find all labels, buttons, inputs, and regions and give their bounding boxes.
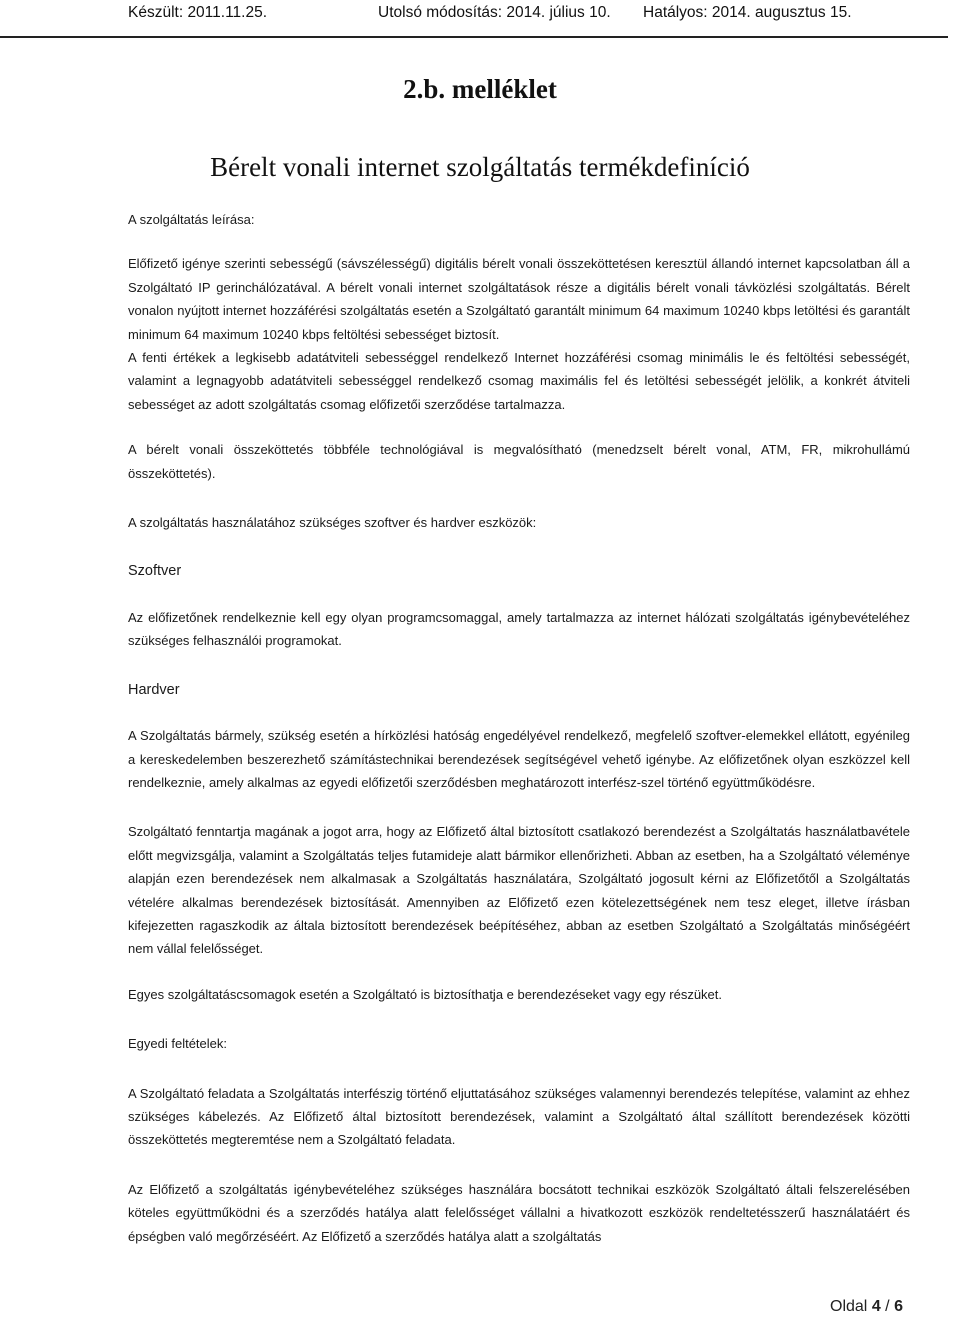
- hardware-paragraph-1: A Szolgáltatás bármely, szükség esetén a hírközlési hatóság engedélyével rendelkező, megfelelő szoftver-elemekkel ellátott, egyénileg a kereskedelemben beszerezhető számítástechnikai berendezések segítségével vehető igénybe. Az előfizetőnek olyan eszközzel kell rendelkeznie, amely alkalmas az egyedi előfizetői szerződésben meghatározott interfész-szel történő együttműködésre.: [128, 728, 910, 790]
- effective-date: Hatályos: 2014. augusztus 15.: [643, 4, 852, 21]
- description-paragraph-3: A bérelt vonali összeköttetés többféle technológiával is megvalósítható (menedzselt bérelt vonal, ATM, FR, mikrohullámú összeköttetés).: [128, 442, 910, 481]
- page-number: [830, 1298, 903, 1316]
- annex-title: 2.b. melléklet: [403, 74, 557, 104]
- description-label: A szolgáltatás leírása:: [128, 212, 255, 227]
- conditions-label: Egyedi feltételek:: [128, 1036, 228, 1052]
- document-body: [128, 208, 910, 1248]
- page-header: [0, 0, 948, 38]
- modified-date: Utolsó módosítás: 2014. július 10.: [378, 4, 611, 21]
- document-title: Bérelt vonali internet szolgáltatás termékdefiníció: [210, 152, 750, 182]
- current-page: 4: [871, 1298, 881, 1315]
- created-date: Készült: 2011.11.25.: [128, 4, 268, 21]
- hardware-paragraph-3: Egyes szolgáltatáscsomagok esetén a Szolgáltató is biztosíthatja e berendezéseket vagy egy részüket.: [128, 986, 723, 1002]
- hardware-paragraph-2: Szolgáltató fenntartja magának a jogot arra, hogy az Előfizető által biztosított csatlakozó berendezést a Szolgáltatás használatbavétele előtt megvizsgálja, valamint a Szolgáltatás teljes futamideje alatt bármikor ellenőrizheti. Abban az esetben, ha a Szolgáltató véleménye alapján ezen berendezések nem alkalmasak a Szolgáltatás használatára, Szolgáltató jogosult kérni az Előfizetőtől a Szolgáltatás vételére alkalmas berendezések biztosítását. Amennyiben az Előfizető ezen kötelezettségének nem tesz eleget, illetve írásban kifejezetten ragaszkodik az általa biztosított berendezések beépítéséhez, abban az esetben Szolgáltató a Szolgáltatás minőségéért nem vállal felelősséget.: [128, 824, 910, 957]
- description-paragraph-1: Előfizető igénye szerinti sebességű (sávszélességű) digitális bérelt vonali összeköttetésen keresztül állandó internet kapcsolatban áll a Szolgáltató IP gerinchálózatával. A bérelt vonali internet szolgáltatások része a digitális bérelt vonali távközlési szolgáltatás. Bérelt vonalon nyújtott internet hozzáférési szolgáltatás esetén a Szolgáltató garantált minimum 64 maximum 10240 kbps letöltési és garantált minimum 64 maximum 10240 kbps feltöltési sebességet biztosít.: [128, 256, 910, 342]
- tools-label: A szolgáltatás használatához szükséges szoftver és hardver eszközök:: [128, 515, 537, 531]
- hardware-heading: Hardver: [128, 681, 180, 698]
- conditions-paragraph-1: A Szolgáltató feladata a Szolgáltatás interfészig történő eljuttatásához szükséges valamennyi berendezés telepítése, valamint az ehhez szükséges kábelezés. Az Előfizető által biztosított berendezések, valamint a Szolgáltató által szállított berendezések közötti összeköttetés megteremtése nem a Szolgáltató feladata.: [128, 1085, 910, 1148]
- software-paragraph: Az előfizetőnek rendelkeznie kell egy olyan programcsomaggal, amely tartalmazza az internet hálózati szolgáltatás igénybevételéhez szükséges felhasználói programokat.: [128, 609, 910, 649]
- page-prefix: Oldal: [830, 1298, 868, 1315]
- total-pages: 6: [894, 1298, 903, 1315]
- software-heading: Szoftver: [128, 563, 182, 580]
- description-paragraph-2: A fenti értékek a legkisebb adatátviteli sebességgel rendelkező Internet hozzáférési csomag minimális le és feltöltési sebességét, valamint a legnagyobb adatátviteli sebességgel rendelkező csomag maximális fel és letöltési sebességét jelölik, a konkrét átviteli sebességet az adott szolgáltatás csomag előfizetői szerződése tartalmazza.: [128, 350, 910, 412]
- conditions-paragraph-2: Az Előfizető a szolgáltatás igénybevételéhez szükséges használára bocsátott technikai eszközök Szolgáltató általi felszerelésében köteles együttműködni és a szerződés hatálya alatt felelősséget vállalni a hivatkozott eszközök rendeltetésszerű használatáért és épségben való megőrzéséért. Az Előfizető a szerződés hatálya alatt a szolgáltatás: [128, 1181, 910, 1244]
- page-separator: /: [885, 1298, 890, 1315]
